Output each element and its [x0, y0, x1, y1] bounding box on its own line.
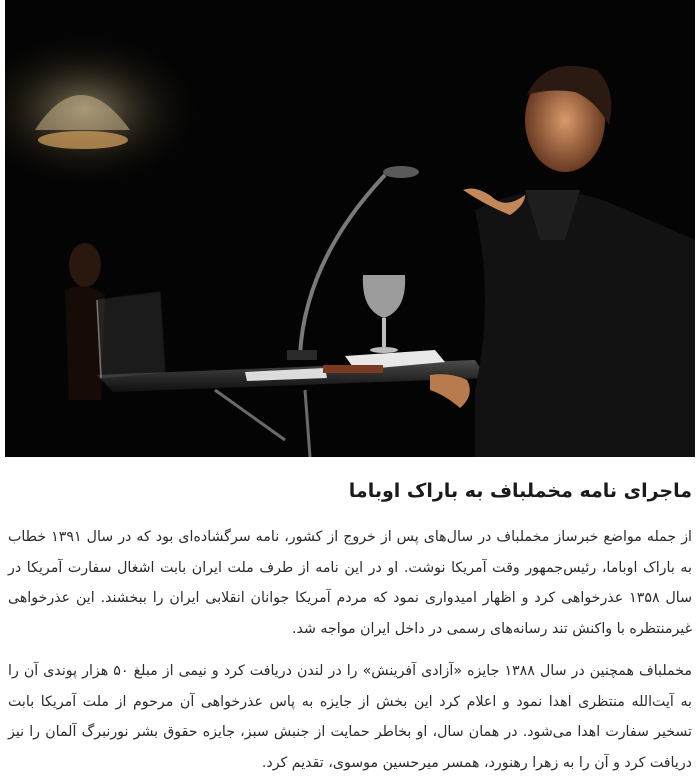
speaker-photo-illustration: [5, 0, 695, 457]
article-photo: [5, 0, 695, 457]
article-body: [8, 457, 692, 778]
article-paragraph: مخملباف همچنین در سال ۱۳۸۸ جایزه «آزادی آفرینش» را در لندن دریافت کرد و نیمی از مبلغ ۵۰ هزار پوندی آن را به آیت‌الله منتظری اهدا نمود و اعلام کرد این بخش از جایزه به پاس عذرخواهی آن مرحوم از ملت آمریکا بابت تسخیر سفارت اهدا می‌شود. در همان سال، او بخاطر حمایت از جنبش سبز، جایزه حقوق بشر نورنبرگ آلمان را نیز دریافت کرد و آن را به زهرا رهنورد، همسر میرحسین موسوی، تقدیم کرد.: [8, 663, 692, 771]
article-paragraph: از جمله مواضع خبرساز مخملباف در سال‌های پس از خروج از کشور، نامه سرگشاده‌ای بود که در سال ۱۳۹۱ خطاب به باراک اوباما، رئیس‌جمهور وقت آمریکا نوشت. او در این نامه از طرف ملت ایران بابت اشغال سفارت آمریکا در سال ۱۳۵۸ عذرخواهی کرد و اظهار امیدواری نمود که مردم آمریکا جوانان انقلابی ایران را ببخشند. این عذرخواهی غیرمنتظره با واکنش تند رسانه‌های رسمی در داخل ایران مواجه شد.: [8, 529, 692, 637]
article-heading: ماجرای نامه مخملباف به باراک اوباما: [348, 480, 692, 502]
